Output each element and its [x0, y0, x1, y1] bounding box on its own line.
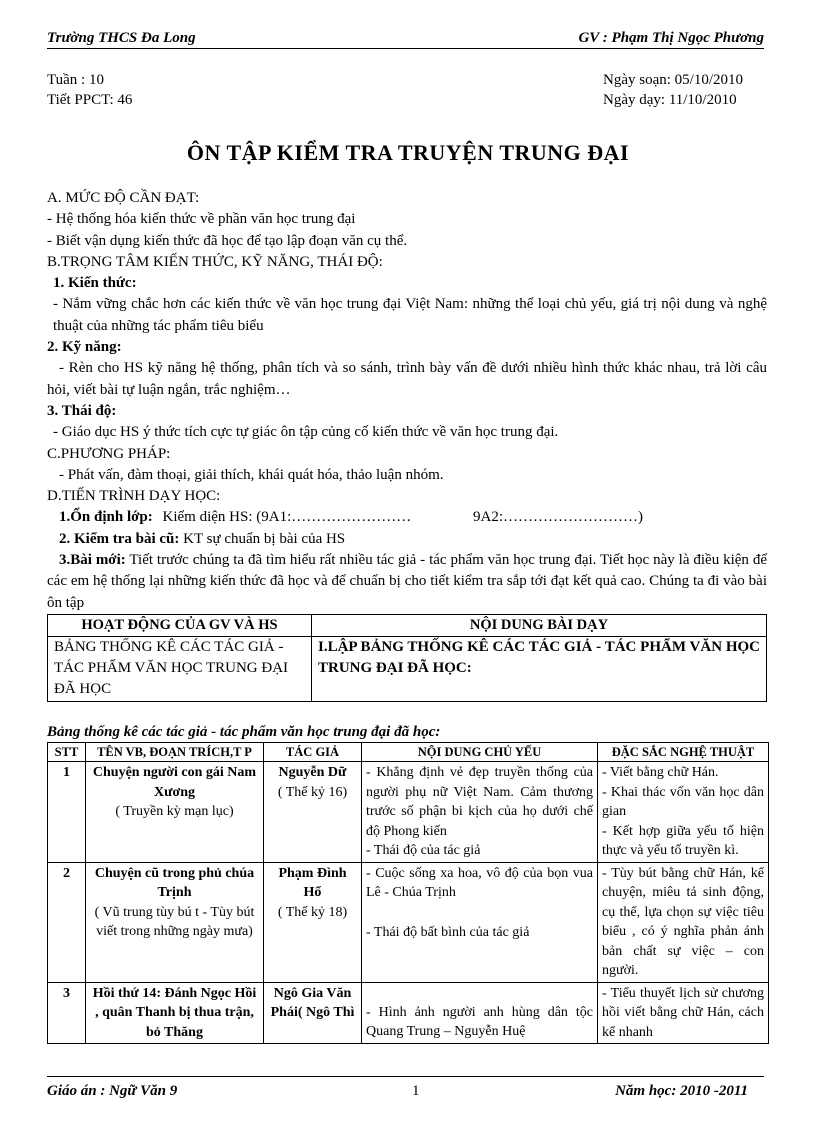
section-b2-heading: 2. Kỹ năng:: [47, 339, 122, 356]
row-stt: 1: [48, 762, 86, 863]
stats-header-stt: STT: [48, 743, 86, 762]
row-stt: 3: [48, 982, 86, 1044]
art-text: - Tiểu thuyết lịch sử chương hồi viết bằng chữ Hán, cách kể nhanh: [602, 985, 764, 1040]
row-art: [598, 982, 769, 1044]
d1-text2: 9A2:………………………): [473, 509, 644, 526]
d3-text: Tiết trước chúng ta đã tìm hiểu rất nhiều tác giả - tác phẩm văn học trung đại. Tiết học này là điều kiện để các em hệ thống lại những kiến thức đã học và để chuẩn bị cho tiết kiểm tra sắp tới đạt kết quả cao. Chúng ta đi vào bài ôn tập: [47, 552, 767, 611]
section-c-text: - Phát vấn, đàm thoại, giải thích, khái quát hóa, thảo luận nhóm.: [59, 466, 444, 483]
section-d2: [47, 529, 767, 550]
header-divider: [47, 48, 764, 49]
period-label: Tiết PPCT: 46: [47, 92, 133, 108]
work-subtitle: ( Truyền kỳ mạn lục): [115, 804, 234, 819]
section-b3-text: - Giáo dục HS ý thức tích cực tự giác ôn tập củng cố kiến thức về văn học trung đại.: [53, 424, 559, 441]
row-work: [86, 862, 264, 982]
row-work: [86, 982, 264, 1044]
author-period: ( Thế kỷ 16): [277, 784, 348, 800]
d1-label: 1.Ổn định lớp:: [59, 509, 153, 526]
teach-date: Ngày dạy: 11/10/2010: [603, 92, 737, 108]
footer-year: Năm học: 2010 -2011: [615, 1083, 748, 1099]
content-text: - Cuộc sống xa hoa, vô độ của bọn vua Lê - Chúa Trịnh: [366, 865, 593, 900]
section-a-line: - Biết vận dụng kiến thức đã học để tạo lập đoạn văn cụ thể.: [47, 232, 408, 249]
footer-subject: Giáo án : Ngữ Văn 9: [47, 1083, 178, 1099]
content-text: - Khẳng định vẻ đẹp truyền thống của người phụ nữ Việt Nam. Cảm thương trước số phận bi kịch của họ dưới chế độ Phong kiến: [366, 765, 593, 839]
lesson-body: [47, 188, 767, 614]
stats-caption: Bảng thống kê các tác giả - tác phẩm văn học trung đại đã học:: [47, 724, 441, 740]
stats-header-content: NỘI DUNG CHỦ YẾU: [362, 743, 598, 762]
row-art: [598, 762, 769, 863]
table-row: [48, 982, 769, 1044]
author-period: ( Thế kỷ 18): [277, 904, 348, 920]
row-author: [264, 982, 362, 1044]
table-row: [48, 862, 769, 982]
section-a-line: - Hệ thống hóa kiến thức về phần văn học trung đại: [47, 211, 356, 228]
week-label: Tuần : 10: [47, 72, 104, 88]
row-content: [362, 982, 598, 1044]
work-subtitle: ( Vũ trung tùy bú t - Tùy bút viết trong những ngày mưa): [94, 904, 255, 939]
section-a-heading: A. MỨC ĐỘ CẦN ĐẠT:: [47, 190, 200, 206]
section-b1-heading: 1. Kiến thức:: [53, 275, 137, 292]
section-c-heading: C.PHƯƠNG PHÁP:: [47, 445, 171, 462]
art-text: - Viết bằng chữ Hán.: [602, 765, 719, 780]
author-name: Nguyễn Dữ: [278, 765, 347, 780]
row-work: [86, 762, 264, 863]
prep-date: Ngày soạn: 05/10/2010: [603, 72, 743, 88]
work-title: Hồi thứ 14: Đánh Ngọc Hồi , quân Thanh bị thua trận, bỏ Thăng: [92, 985, 257, 1040]
work-title: Chuyện người con gái Nam Xương: [92, 765, 257, 800]
stats-header-author: TÁC GIẢ: [264, 743, 362, 762]
activity-table: [47, 614, 767, 702]
table-row: [48, 762, 769, 863]
row-art: [598, 862, 769, 982]
section-b2-text: - Rèn cho HS kỹ năng hệ thống, phân tích và so sánh, trình bày vấn đề dưới nhiều hình thức khác nhau, trả lời câu hỏi, viết bài tự luận ngắn, trắc nghiệm…: [47, 360, 767, 398]
section-d3: [47, 550, 767, 614]
work-title: Chuyện cũ trong phủ chúa Trịnh: [94, 865, 255, 900]
content-text: - Hình ảnh người anh hùng dân tộc Quang Trung – Nguyễn Huệ: [366, 1004, 593, 1039]
content-text: - Thái độ bất bình của tác giả: [366, 924, 530, 940]
activity-col-header: HOẠT ĐỘNG CỦA GV VÀ HS: [48, 615, 312, 637]
section-d-heading: D.TIẾN TRÌNH DẠY HỌC:: [47, 488, 221, 505]
teacher-name: GV : Phạm Thị Ngọc Phương: [578, 30, 764, 46]
meta-right: [603, 70, 743, 110]
page-title: ÔN TẬP KIỂM TRA TRUYỆN TRUNG ĐẠI: [186, 140, 630, 165]
row-author: [264, 762, 362, 863]
content-text: - Thái độ của tác giả: [366, 843, 481, 858]
row-author: [264, 862, 362, 982]
author-name: Ngô Gia Văn Phái( Ngô Thì: [270, 985, 355, 1020]
author-name: Phạm Đình Hổ: [278, 865, 347, 900]
stats-header-work: TÊN VB, ĐOẠN TRÍCH,T P: [86, 743, 264, 762]
d2-label: 2. Kiểm tra bài cũ:: [59, 530, 180, 547]
art-text: - Tùy bút bằng chữ Hán, kể chuyện, miêu tả sinh động, cụ thể, lựa chọn sự việc tiêu biểu , có ý nghĩa phản ánh bản chất sự việc – con người.: [602, 865, 764, 978]
content-col-header: NỘI DUNG BÀI DẠY: [312, 615, 767, 637]
stats-table: [47, 742, 769, 1044]
page-number: 1: [412, 1083, 420, 1099]
row-content: [362, 762, 598, 863]
school-name: Trường THCS Đa Long: [47, 30, 196, 46]
content-cell: I.LẬP BẢNG THỐNG KÊ CÁC TÁC GIẢ - TÁC PHẨM VĂN HỌC TRUNG ĐẠI ĐÃ HỌC:: [312, 637, 767, 702]
art-text: - Kết hợp giữa yếu tố hiện thực và yếu tố truyền kì.: [602, 823, 764, 858]
d2-text: KT sự chuẩn bị bài của HS: [183, 530, 346, 547]
section-b-heading: B.TRỌNG TÂM KIẾN THỨC, KỸ NĂNG, THÁI ĐỘ:: [47, 253, 383, 270]
row-content: [362, 862, 598, 982]
d3-label: 3.Bài mới:: [59, 552, 126, 569]
art-text: - Khai thác vốn văn học dân gian: [602, 784, 764, 819]
stats-header-art: ĐẶC SẮC NGHỆ THUẬT: [598, 743, 769, 762]
row-stt: 2: [48, 862, 86, 982]
d1-text: Kiểm diện HS: (9A1:……………………: [162, 509, 412, 526]
activity-cell: BẢNG THỐNG KÊ CÁC TÁC GIẢ - TÁC PHẨM VĂN HỌC TRUNG ĐẠI ĐÃ HỌC: [48, 637, 312, 702]
section-b3-heading: 3. Thái độ:: [47, 402, 117, 419]
section-b1-text: - Nắm vững chắc hơn các kiến thức về văn học trung đại Việt Nam: những thể loại chủ yếu, giá trị nội dung và nghệ thuật của những tác phẩm tiêu biểu: [53, 296, 767, 334]
meta-left: [47, 70, 132, 110]
section-d1: [47, 507, 767, 528]
footer-divider: [47, 1076, 764, 1077]
